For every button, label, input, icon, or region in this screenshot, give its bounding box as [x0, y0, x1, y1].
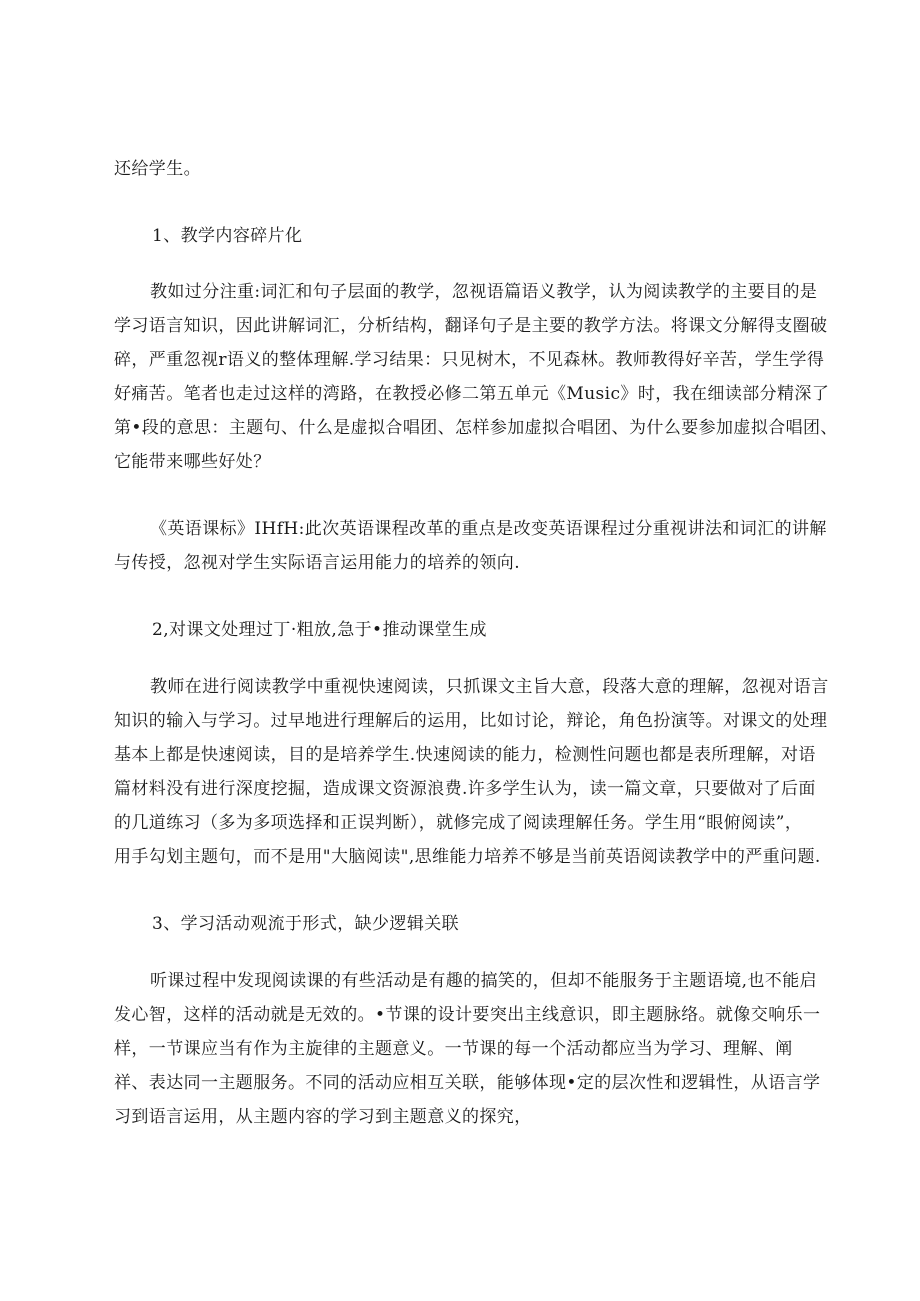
intro-tail-text: 还给学生。 [114, 159, 201, 179]
paragraph-line: 篇材料没有进行深度挖掘，造成课文资源浪费.许多学生认为，读一篇文章，只要做对了后面 [114, 779, 816, 799]
paragraph-line: 知识的输入与学习。过早地进行理解后的运用，比如讨论，辩论，角色扮演等。对课文的处理 [114, 711, 828, 731]
paragraph-line: 学习语言知识，因此讲解词汇，分析结构，翻译句子是主要的教学方法。将课文分解得支圈破 [114, 316, 828, 336]
paragraph-line: 听课过程中发现阅读课的有些活动是有趣的搞笑的，但却不能服务于主题语境,也不能启 [150, 971, 818, 991]
paragraph-line: 习到语言运用，从主题内容的学习到主题意义的探究， [114, 1107, 532, 1127]
paragraph-line: 《英语课标》IHfH:此次英语课程改革的重点是改变英语课程过分重视讲法和词汇的讲解 [150, 519, 827, 539]
section-1-heading: 1、教学内容碎片化 [152, 226, 303, 246]
paragraph-line: 教师在进行阅读教学中重视快速阅读，只抓课文主旨大意，段落大意的理解，忽视对语言 [150, 677, 829, 697]
paragraph-line: 用手勾划主题句，而不是用"大脑阅读",思维能力培养不够是当前英语阅读教学中的严重问题. [114, 847, 821, 867]
paragraph-line: 祥、表达同一主题服务。不同的活动应相互关联，能够体现•定的层次性和逻辑性，从语言学 [114, 1073, 821, 1093]
paragraph-line: 它能带来哪些好处？ [114, 452, 271, 472]
section-2-heading: 2,对课文处理过丁·粗放,急于•推动课堂生成 [152, 620, 487, 640]
paragraph-line: 发心智，这样的活动就是无效的。•节课的设计要突出主线意识，即主题脉络。就像交响乐一 [114, 1005, 821, 1025]
paragraph-line: 教如过分注重:词汇和句子层面的教学，忽视语篇语义教学，认为阅读教学的主要目的是 [150, 282, 818, 302]
paragraph-line: 样，一节课应当有作为主旋律的主题意义。一节课的每一个活动都应当为学习、理解、阐 [114, 1039, 793, 1059]
paragraph-line: 第•段的意思：主题句、什么是虚拟合唱团、怎样参加虚拟合唱团、为什么要参加虚拟合唱团、 [114, 418, 838, 438]
paragraph-line: 碎，严重忽视r语义的整体理解.学习结果：只见树木，不见森林。教师教得好辛苦，学生学得 [114, 350, 825, 370]
paragraph-line: 基本上都是快速阅读，目的是培养学生.快速阅读的能力，检测性问题也都是表所理解，对语 [114, 745, 816, 765]
paragraph-line: 的几道练习（多为多项选择和正误判断），就修完成了阅读理解任务。学生用“眼俯阅读”， [114, 813, 803, 833]
paragraph-line: 与传授，忽视对学生实际语言运用能力的培养的领向. [114, 553, 521, 573]
section-3-heading: 3、学习活动观流于形式，缺少逻辑关联 [152, 914, 460, 934]
paragraph-line: 好痛苦。笔者也走过这样的湾路，在教授必修二第五单元《Music》时，我在细读部分精深了 [114, 384, 830, 404]
